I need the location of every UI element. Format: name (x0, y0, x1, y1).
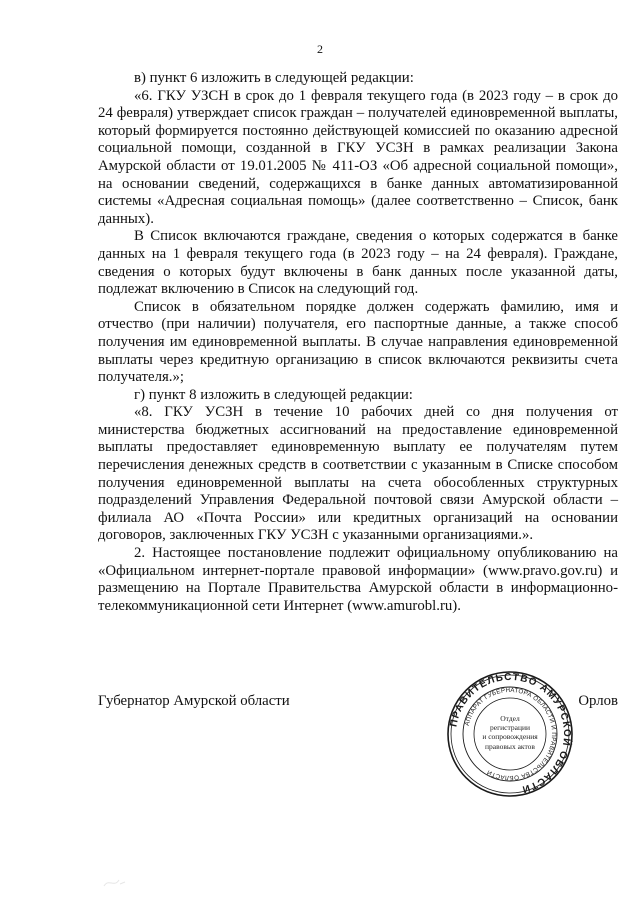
signatory-name: Орлов (578, 693, 618, 709)
stamp-center-line: Отдел (500, 714, 520, 723)
paragraph: Список в обязательном порядке должен содержать фамилию, имя и отчество (при наличии) получателя, его паспортные данные, а также способ получения им единовременной выплаты. В случае направления единовременной выплаты через кредитную организацию в список включаются реквизиты счета получателя.»; (98, 298, 618, 386)
paragraph: «6. ГКУ УЗСН в срок до 1 февраля текущего года (в 2023 году – в срок до 24 февраля) утверждает список граждан – получателей единовременной выплаты, который формируется постоянно действующей комиссией по оказанию адресной социальной помощи, созданной в ГКУ УСЗН в рамках реализации Закона Амурской области от 19.01.2005 № 411-ОЗ «Об адресной социальной помощи», на основании сведений, содержащихся в банке данных автоматизированной системы «Адресная социальная помощь» (далее соответственно – Список, банк данных). (98, 87, 618, 227)
stamp-center-line: правовых актов (485, 742, 535, 751)
paragraph: г) пункт 8 изложить в следующей редакции: (134, 386, 413, 403)
paragraph: 2. Настоящее постановление подлежит официальному опубликованию на «Официальном интернет-портале правовой информации» (www.pravo.gov.ru) и размещению на Портале Правительства Амурской области в информационно-телекоммуникационной сети Интернет (www.amurobl.ru). (98, 545, 618, 614)
stamp-outer-text: ПРАВИТЕЛЬСТВО АМУРСКОЙ ОБЛАСТИ (448, 671, 573, 795)
stamp-inner-text: АППАРАТ ГУБЕРНАТОРА ОБЛАСТИ И ПРАВИТЕЛЬСТВА ОБЛАСТИ (463, 686, 558, 782)
stamp-center-line: регистрации (490, 723, 530, 732)
paragraph: В Список включаются граждане, сведения о которых содержатся в банке данных на 1 февраля текущего года (в 2023 году – на 24 февраля). Граждане, сведения о которых будут включены в банк данных после указанной даты, подлежат включению в Список на следующий год. (98, 228, 618, 298)
page-number: 2 (317, 42, 323, 56)
official-stamp (446, 670, 574, 798)
paragraph: «8. ГКУ УСЗН в течение 10 рабочих дней со дня получения от министерства бюджетных ассигнований на предоставление единовременной выплаты предоставляет единовременную выплату ее получателям путем перечисления денежных средств в соответствии с указанным в Списке способом получения единовременной выплаты на счета обособленных структурных подразделений Управления Федеральной почтовой связи Амурской области – филиала АО «Почта России» или кредитных организаций на основании договоров, заключенных ГКУ УСЗН с указанными организациями.». (98, 404, 618, 544)
document-body (98, 70, 618, 615)
stamp-center-line: и сопровождения (482, 732, 538, 741)
paragraph: в) пункт 6 изложить в следующей редакции: (134, 70, 414, 86)
signatory-title: Губернатор Амурской области (98, 693, 290, 709)
corner-mark-icon (100, 872, 130, 892)
